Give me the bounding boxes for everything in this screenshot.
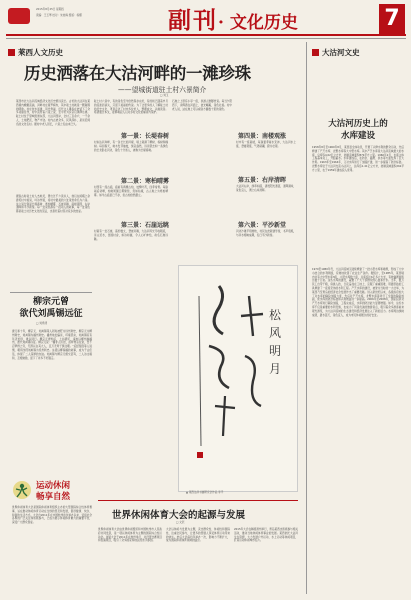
heading-scene-4: 第四景：南楼观涨 xyxy=(237,133,286,140)
main-subtitle: ——望城街道驻土村六景简介 xyxy=(118,86,207,94)
promo-line2: 畅享自然 xyxy=(36,492,71,502)
masthead-rule xyxy=(6,34,406,36)
heading-scene-3: 第三景：石崖远眺 xyxy=(120,222,169,229)
promo-body: 世界休闲体育大会是国际休闲体育组织主办的大型国际综合性体育赛事，旨在推动休闲体育运动在全球的普及和发展，倡导健康、快乐、和谐的生活方式。大会自2011年在中国杭州首次举办以来，受到社会各界的广泛关注和积极参与，已成为展示休闲体育魅力的重要平台，深受广大群众喜爱。 xyxy=(12,506,92,525)
section-title-sub: · 文化历史 xyxy=(218,13,298,33)
scene-2-text: 村西有一座古庙，庙前有两棵古柏，枝繁叶茂，四季常青。每逢雨后初晴，柏树周围云雾缭绕，宛如仙境，古人称之为寒柏晴雾。如今古庙虽已不存，但古柏依然挺立。 xyxy=(94,186,168,197)
column-divider-right xyxy=(306,42,307,594)
heading-scene-6: 第六景：平沙新堂 xyxy=(237,222,286,229)
right-article-body-1: 1958年8月至1960年8月，莱西县全体动员，开展了兴修水利的群众运动，先后修建了产芝水库、北墅水库等大中型水库。其中产芝水库是大沽河流域最大的水库，总库容4.02亿立方米，控制流域面积879平方公里。1960年2月，水库主体工程基本完工，开始蓄水。水库建成后，在防洪、灌溉、供水等方面发挥了巨大作用。1963年至1964年，又对水库进行了加固扩建，进一步提高了防洪标准。北墅水库位于大沽河支流小沽河上，总库容1.41亿立方米，控制流域面积262平方公里，也于1959年建成投入使用。 xyxy=(312,146,404,172)
artwork-caption: ▲ 莱西沽河书画研究会作品 李平 xyxy=(186,491,224,494)
right-section-head: 大沽河文史 xyxy=(312,42,360,52)
calligraphy-strokes xyxy=(179,266,297,491)
scene-3-text: 村南有一处石崖，高约数丈，登崖远眺，大沽河风光尽收眼底，远山近水，田园村舍，如诗如画，令人心旷神怡，故名石崖远眺。 xyxy=(94,230,168,241)
bottom-article-rule xyxy=(98,500,298,501)
right-article-body-2: 1970至1980年代，大沽河流域又陆续修建了一批小型水库和塘坝，形成了大中小结合的水利网络，有效地改善了农业生产条件。据统计，至1985年，莱西境内共有大中型水库3座，小型水库数十座，总库容达6亿多立方米，有效灌溉面积达数十万亩。这些水库的建设，凝聚了广大干部群众的心血和汗水。当年，数万民工自带干粮，肩挑人抬，日夜奋战在工地上，克服了重重困难，用最原始的工具修建了一座座宏伟的水利工程。产芝水库的建设，被誉为当时的一大壮举，为莱西乃至青岛的经济社会发展作出了重要贡献。进入新世纪以来，各级政府加大了对水库的除险加固力度，先后对产芝水库、北墅水库等进行了全面的除险加固，使水库的防洪标准和兴利效益进一步提高。2006年至2008年，国家投资对产芝水库进行除险加固，工程完成后，水库的防洪能力显著增强。如今，这些水库不仅是重要的水利设施，也成为了风景优美的旅游景点，吸引着众多游客前来观光游览，为大沽河流域的生态建设和经济发展注入了新的活力。水库周边绿树成荫，碧水蓝天，景色宜人，成为市民休闲娱乐的好去处。 xyxy=(312,268,404,317)
scene-5-text: 大沽河右岸，绿草如茵，清晨阳光洒落，清辉满岸，景色宜人，谓之右岸清晖。 xyxy=(236,185,296,192)
side-article-title xyxy=(10,296,92,320)
side-article-body: 唐元和十年，柳宗元、刘禹锡等人同时被贬为远州刺史，柳宗元为柳州刺史，刘禹锡为播州刺史。播州地处偏远，环境恶劣，刘禹锡家有年迈老母，难以同行。柳宗元得知后，上书朝廷，请求以柳州换播州，愿代刘禹锡远征。柳宗元说："播非人所居，而梦得亲在堂，吾不忍梦得之穷，无辞以白其大人，且万无母子俱往理。"后经裴度等人说情，朝廷改授刘禹锡为连州刺史。这段以柳易播的故事，成为千古佳话，体现了二人深厚的友谊。刘禹锡与柳宗元相交甚笃，二人诗文唱和，互相勉励，留下了许多不朽篇章。 xyxy=(12,330,92,360)
bottom-article-col1: 世界休闲体育大会由世界休闲组织和中国杭州市人民政府共同发起，是一项以休闲体育为主题的国际综合性运动会。首届大会于2011年在杭州举行，共设置比赛项目和表演项目，吸引了众多国家和地区的选手参加。 xyxy=(98,528,162,543)
right-article-title xyxy=(312,118,404,142)
scene-4-text: 村中有一座南楼，每逢夏季雨水充沛，大沽河水上涨，登楼观涨，气势磅礴，蔚为壮观。 xyxy=(236,141,296,148)
right-article-title-line2: 水库建设 xyxy=(340,131,375,141)
scene-1-text: 村东沽河岸畔，有一条长长的河堤，堤上栽满了柳树、杨树和槐树。每到春天，树木发芽抽枝，绿意盎然，远远望去如一条绿色的长龙卧在河边，景色十分迷人，被称为长堤春树。 xyxy=(94,141,168,152)
section-title-main: 副刊 xyxy=(168,7,218,34)
main-headline: 历史洒落在大沽河畔的一滩珍珠 xyxy=(24,64,251,83)
promo-icon xyxy=(12,480,32,500)
masthead-rule-thin xyxy=(6,38,406,39)
main-article-col3: 石崖之上原有小亭一座，供游人歇脚赏景。每当夕阳西下，余晖洒在河面上，波光粼粼，景色壮美。村中老人说，站在崖上可以看到方圆数十里的景致。 xyxy=(172,100,232,111)
section-title xyxy=(168,2,298,32)
promo-title xyxy=(36,481,70,503)
heading-scene-1: 第一景：长堤春树 xyxy=(120,133,169,140)
side-article-byline: □ 刘秀清 xyxy=(36,322,48,325)
side-article-top-rule xyxy=(10,292,92,293)
promo-line1: 运动休闲 xyxy=(36,481,71,491)
main-byline: □ 刘玉 xyxy=(160,94,169,97)
side-article-title-line1: 柳宗元曾 xyxy=(32,297,69,307)
main-article-col1b: 据说古时驻土村人杰地灵，曾出过不少读书人，他们在闲暇之余游览村中美景，吟诗作赋，将村中最美的六处景致命名为六景。这六景分别是长堤春树、寒柏晴雾、石崖远眺、南楼观涨、右岸清晖和平沙新堂。每一处景色都有一段动人的故事，每一处景色都是驻土村历史文化的见证，也寄托着村民对家乡的热爱。 xyxy=(16,195,90,214)
bottom-article-title: 世界休闲体育大会的起源与发展 xyxy=(112,510,246,521)
bottom-article-col2: 大会以休闲与发展为主题，突出群众性、休闲性和国际性，注重全民参与，让更多的普通人享受体育运动带来的快乐。此后大会每四年举办一次，影响力不断扩大，成为国际休闲体育领域的盛会。 xyxy=(166,528,230,543)
scene-6-text: 河边沙滩平坦细软，村民在此新建学堂，书声琅琅，与河水相映成趣，名曰平沙新堂。 xyxy=(236,230,296,237)
date-line: 2015年8月25日 星期四 xyxy=(36,8,64,11)
calligraphy-artwork xyxy=(178,265,298,492)
heading-scene-2: 第二景：寒柏晴雾 xyxy=(120,178,169,185)
heading-scene-5: 第五景：右岸清晖 xyxy=(237,177,286,184)
editor-line: 责编：王玉琴 校对：朱桂梅 组版：杨娜 xyxy=(36,14,82,17)
page-number: 7 xyxy=(379,4,405,34)
left-section-head: 莱西人文历史 xyxy=(8,42,63,52)
masthead-logo xyxy=(8,8,30,24)
side-article-title-line2: 欲代刘禹锡远征 xyxy=(19,309,83,319)
right-article-title-line1: 大沽河历史上的 xyxy=(328,119,388,129)
bottom-article-col3: 2015年大会在韩国清州举行，青岛莱西也积极参与相关活动，推动当地休闲体育事业的发展。莱西依托大沽河生态资源，大力发展户外运动、水上运动等休闲项目，打造运动休闲城市名片。 xyxy=(234,528,298,543)
bottom-article-byline: □ 文辰 xyxy=(176,521,185,524)
main-article-col2: 驻土村六景中，有的景色至今依然保存完好，有的则已随着岁月的流逝而消失，只留下美丽的传说。为了让更多的人了解驻土村的历史文化，笔者走访了村中多位老人，整理成文，以飨读者。希望通过本文，能够唤起人们对乡村文化的重视与保护。 xyxy=(94,100,168,115)
main-article-col1: 莱西市北大沽河流域经济文化历史源远流长。古老的大沽河在莱西境内蜿蜒流淌，河畔村庄星罗棋布，其中驻土村就是一颗璀璨的明珠。村庄依水而建，风光秀丽，历代文人墨客在此留下了众多诗篇佳作，村中流传着六景之说，至今仍为乡亲们津津乐道。驻土村位于望城街道东部，大沽河西岸，全村三百余户，一千余人，土地肥沃，物产丰饶。村内古迹众多，民风淳朴，是远近闻名的文化名村。据村中老人回忆，六景之名由来已久。 xyxy=(16,100,90,126)
calligraphy-text: 松风明月 xyxy=(269,308,282,376)
